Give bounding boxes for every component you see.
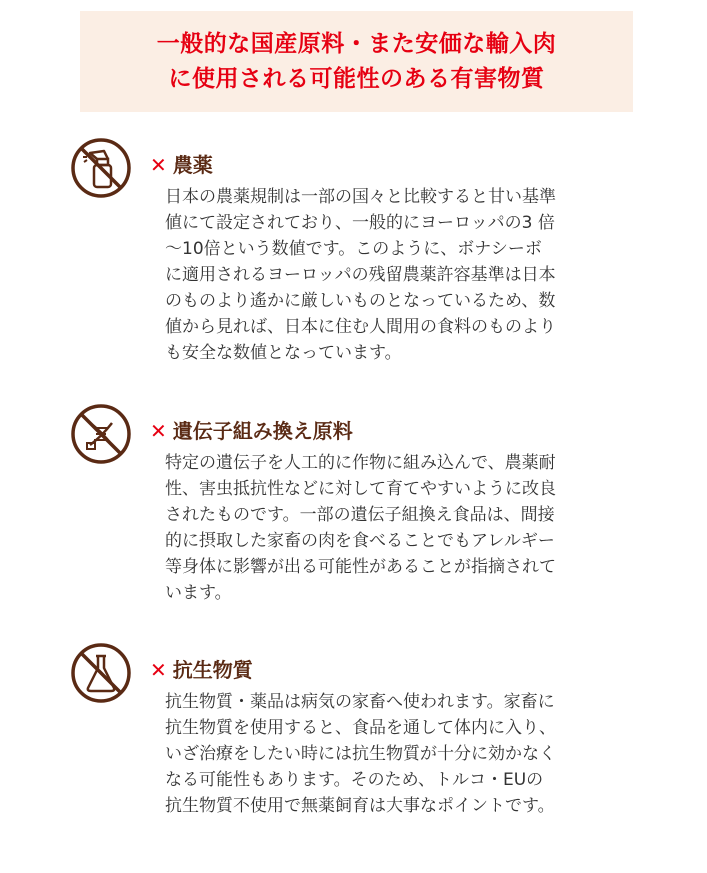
body-line: 抗生物質不使用で無薬飼育は大事なポイントです。 bbox=[165, 796, 555, 816]
cross-icon: ✕ bbox=[150, 658, 167, 682]
body-line: も安全な数値となっています。 bbox=[165, 343, 402, 363]
cross-icon: ✕ bbox=[150, 419, 167, 443]
body-line: 特定の遺伝子を人工的に作物に組み込んで、農薬耐 bbox=[165, 453, 556, 473]
header-title-line-1: 一般的な国産原料・また安価な輸入肉 bbox=[156, 30, 557, 57]
no-gmo-icon bbox=[70, 403, 132, 465]
cross-icon: ✕ bbox=[150, 153, 167, 177]
body-line: なる可能性もあります。そのため、トルコ・EUの bbox=[165, 770, 544, 790]
no-spray-icon bbox=[70, 137, 132, 199]
body-line: されたものです。一部の遺伝子組換え食品は、間接 bbox=[165, 505, 555, 525]
section-title bbox=[150, 415, 353, 444]
body-line: います。 bbox=[165, 583, 232, 603]
body-line: 値にて設定されており、一般的にヨーロッパの3 倍 bbox=[165, 213, 555, 233]
body-line: 〜10倍という数値です。このように、ボナシーボ bbox=[165, 239, 542, 259]
header-banner bbox=[80, 11, 633, 112]
body-line: に適用されるヨーロッパの残留農薬許容基準は日本 bbox=[165, 265, 556, 285]
body-line: 的に摂取した家畜の肉を食べることでもアレルギー bbox=[165, 531, 555, 551]
body-line: のものより遙かに厳しいものとなっているため、数 bbox=[165, 291, 556, 311]
no-antibiotic-icon bbox=[70, 642, 132, 704]
body-line: 日本の農薬規制は一部の国々と比較すると甘い基準 bbox=[165, 187, 556, 207]
section-body bbox=[165, 450, 635, 606]
section-body bbox=[165, 689, 635, 819]
body-line: いざ治療をしたい時には抗生物質が十分に効かなく bbox=[165, 744, 556, 764]
body-line: 値から見れば、日本に住む人間用の食料のものより bbox=[165, 317, 556, 337]
section-title bbox=[150, 654, 253, 683]
body-line: 性、害虫抵抗性などに対して育てやすいように改良 bbox=[165, 479, 556, 499]
section-title bbox=[150, 149, 213, 178]
section-body bbox=[165, 184, 635, 366]
header-title-line-2: に使用される可能性のある有害物質 bbox=[168, 65, 545, 92]
body-line: 抗生物質・薬品は病気の家畜へ使われます。家畜に bbox=[165, 692, 555, 712]
body-line: 抗生物質を使用すると、食品を通して体内に入り、 bbox=[165, 718, 556, 738]
section-title-text: 抗生物質 bbox=[172, 658, 253, 682]
section-title-text: 遺伝子組み換え原料 bbox=[172, 419, 353, 443]
section-title-text: 農薬 bbox=[172, 153, 213, 177]
body-line: 等身体に影響が出る可能性があることが指摘されて bbox=[165, 557, 556, 577]
